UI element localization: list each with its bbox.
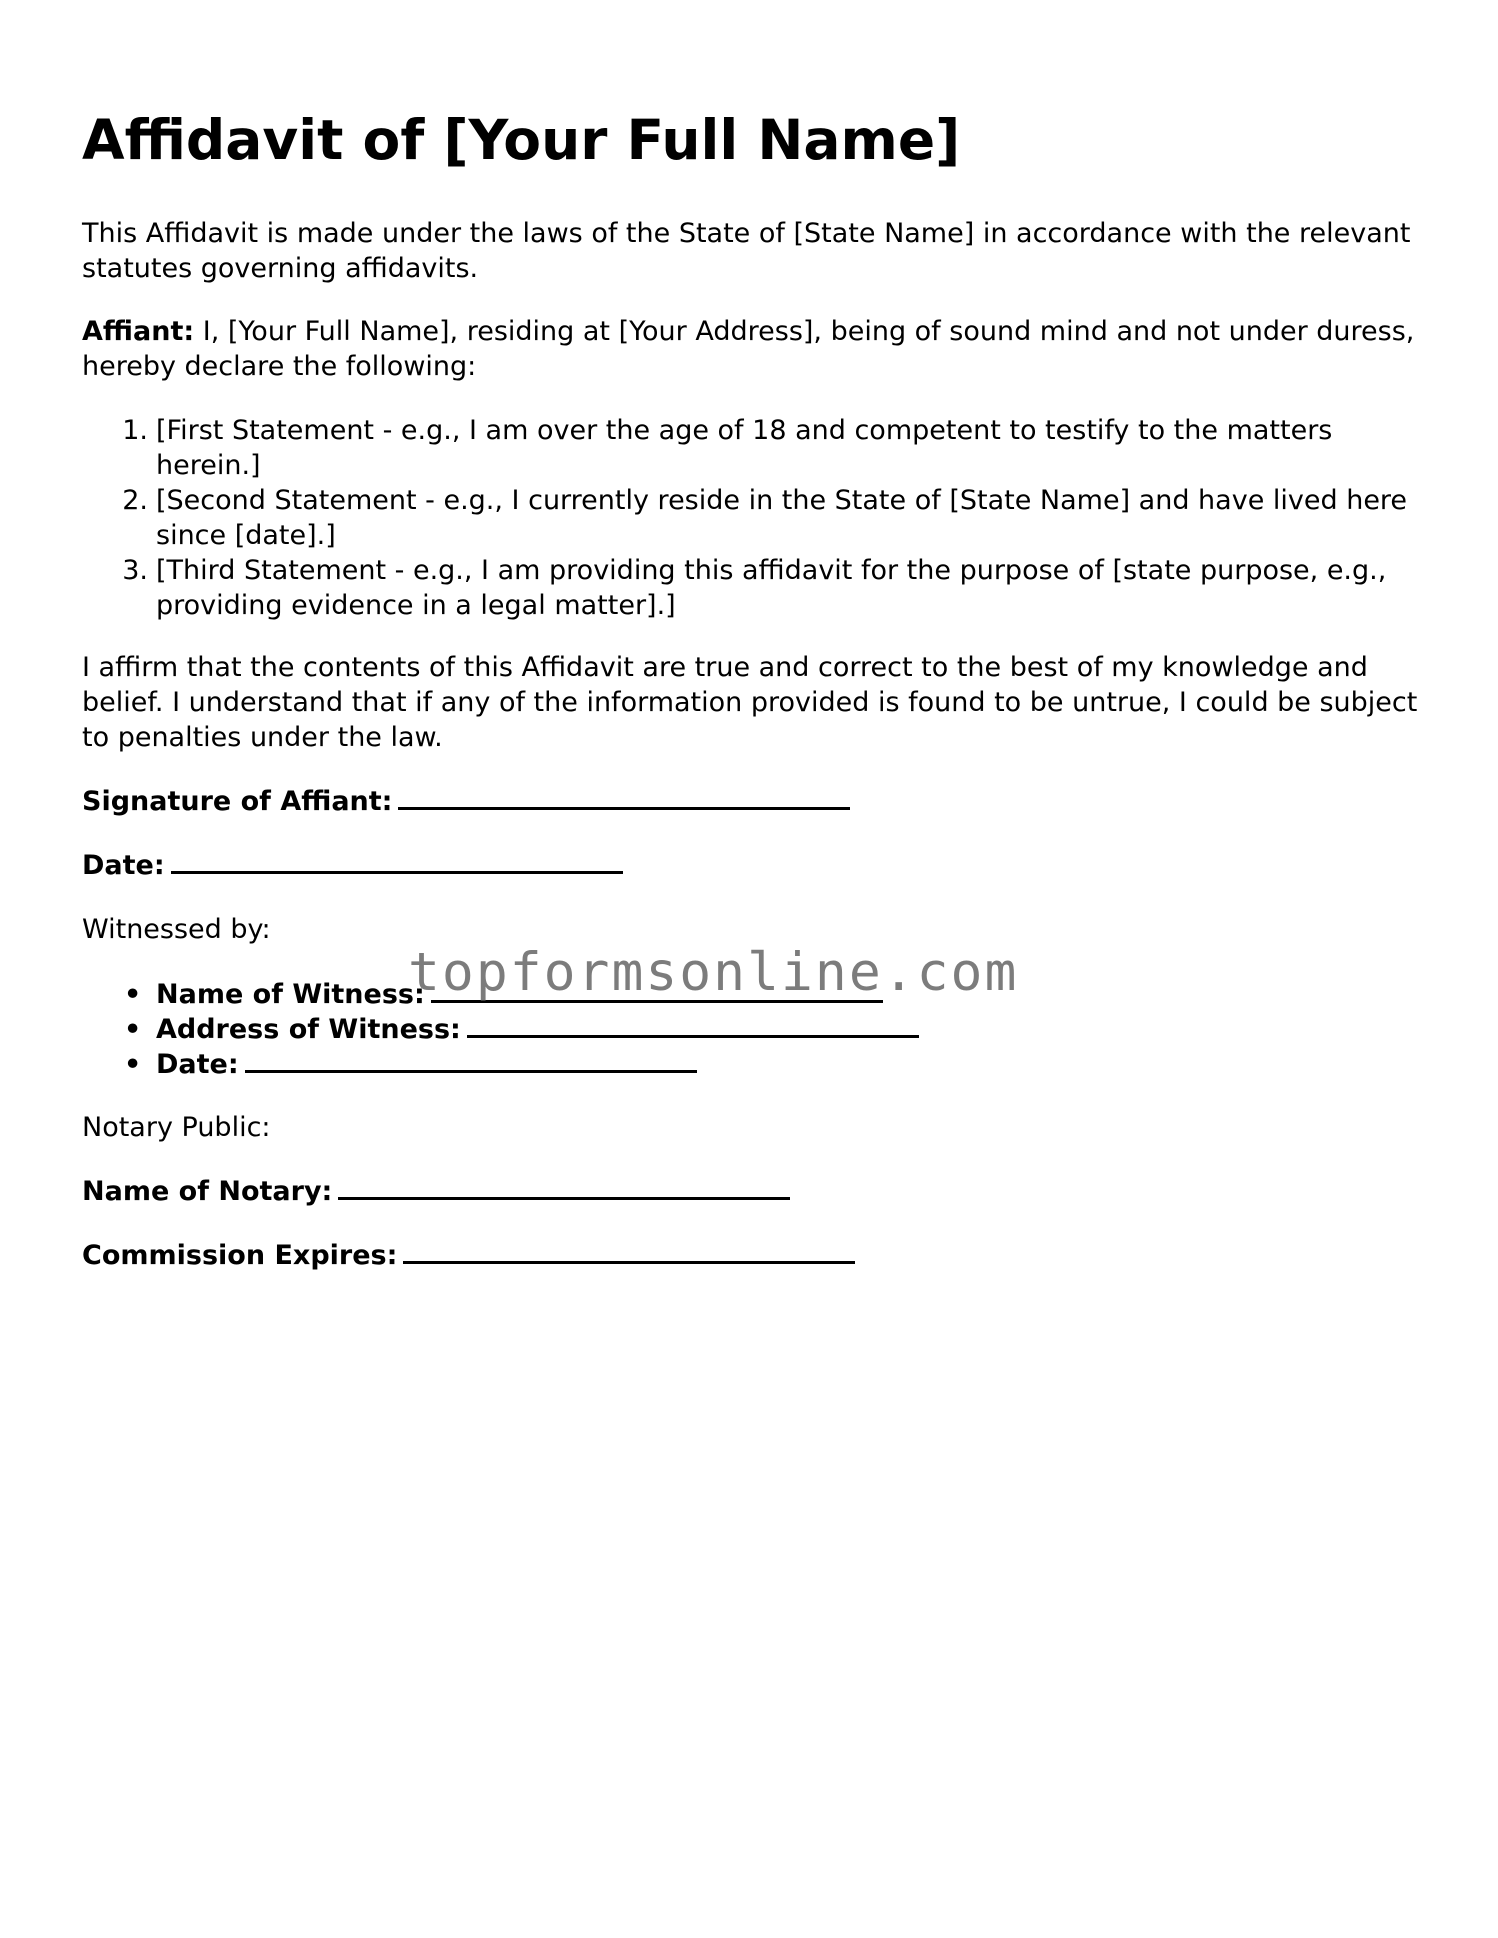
notary-name-field[interactable] [82, 1174, 1422, 1209]
list-item[interactable] [82, 1047, 1422, 1082]
signature-blank-line[interactable] [398, 785, 850, 810]
witness-date-blank-line[interactable] [245, 1048, 697, 1073]
list-item [82, 483, 1422, 553]
commission-blank-line[interactable] [403, 1239, 855, 1264]
witness-date-label: Date: [156, 1049, 239, 1080]
statements-list [82, 413, 1422, 623]
statement-text: [First Statement - e.g., I am over the age of 18 and competent to testify to the matters herein.] [156, 415, 1333, 481]
commission-field[interactable] [82, 1238, 1422, 1273]
list-number: 2. [122, 485, 148, 516]
date-blank-line[interactable] [171, 849, 623, 874]
document-title: Affidavit of [Your Full Name] [82, 108, 961, 172]
affirmation-paragraph: I affirm that the contents of this Affidavit are true and correct to the best of my knowledge and belief. I understand that if any of the information provided is found to be untrue, I could be subject to penalties under the law. [82, 652, 1418, 753]
bullet-icon: • [124, 1049, 142, 1080]
list-item[interactable] [82, 1012, 1422, 1047]
signature-label: Signature of Affiant: [82, 786, 393, 817]
statement-text: [Third Statement - e.g., I am providing this affidavit for the purpose of [state purpose, e.g., providing evidence in a legal matter].] [156, 555, 1387, 621]
list-item [82, 413, 1422, 483]
witness-name-label: Name of Witness: [156, 979, 425, 1010]
affiant-paragraph [82, 314, 1422, 384]
bullet-icon: • [124, 1014, 142, 1045]
witness-address-label: Address of Witness: [156, 1014, 461, 1045]
witnessed-by-heading: Witnessed by: [82, 914, 271, 945]
list-item [82, 553, 1422, 623]
statement-text: [Second Statement - e.g., I currently reside in the State of [State Name] and have lived here since [date].] [156, 485, 1408, 551]
affiant-label: Affiant: [82, 316, 195, 347]
signature-field[interactable] [82, 784, 1422, 819]
witness-address-blank-line[interactable] [467, 1013, 919, 1038]
bullet-icon: • [124, 979, 142, 1010]
notary-public-heading: Notary Public: [82, 1112, 271, 1143]
commission-label: Commission Expires: [82, 1240, 398, 1271]
intro-paragraph: This Affidavit is made under the laws of the State of [State Name] in accordance with the relevant statutes governing affidavits. [82, 218, 1411, 284]
date-field[interactable] [82, 848, 1422, 883]
watermark-text: topformsonline.com [408, 942, 1019, 1003]
list-number: 1. [122, 415, 148, 446]
list-number: 3. [122, 555, 148, 586]
notary-name-blank-line[interactable] [338, 1175, 790, 1200]
notary-name-label: Name of Notary: [82, 1176, 333, 1207]
date-label: Date: [82, 850, 165, 881]
affiant-text: I, [Your Full Name], residing at [Your Address], being of sound mind and not under duress, hereby declare the following: [82, 316, 1415, 382]
